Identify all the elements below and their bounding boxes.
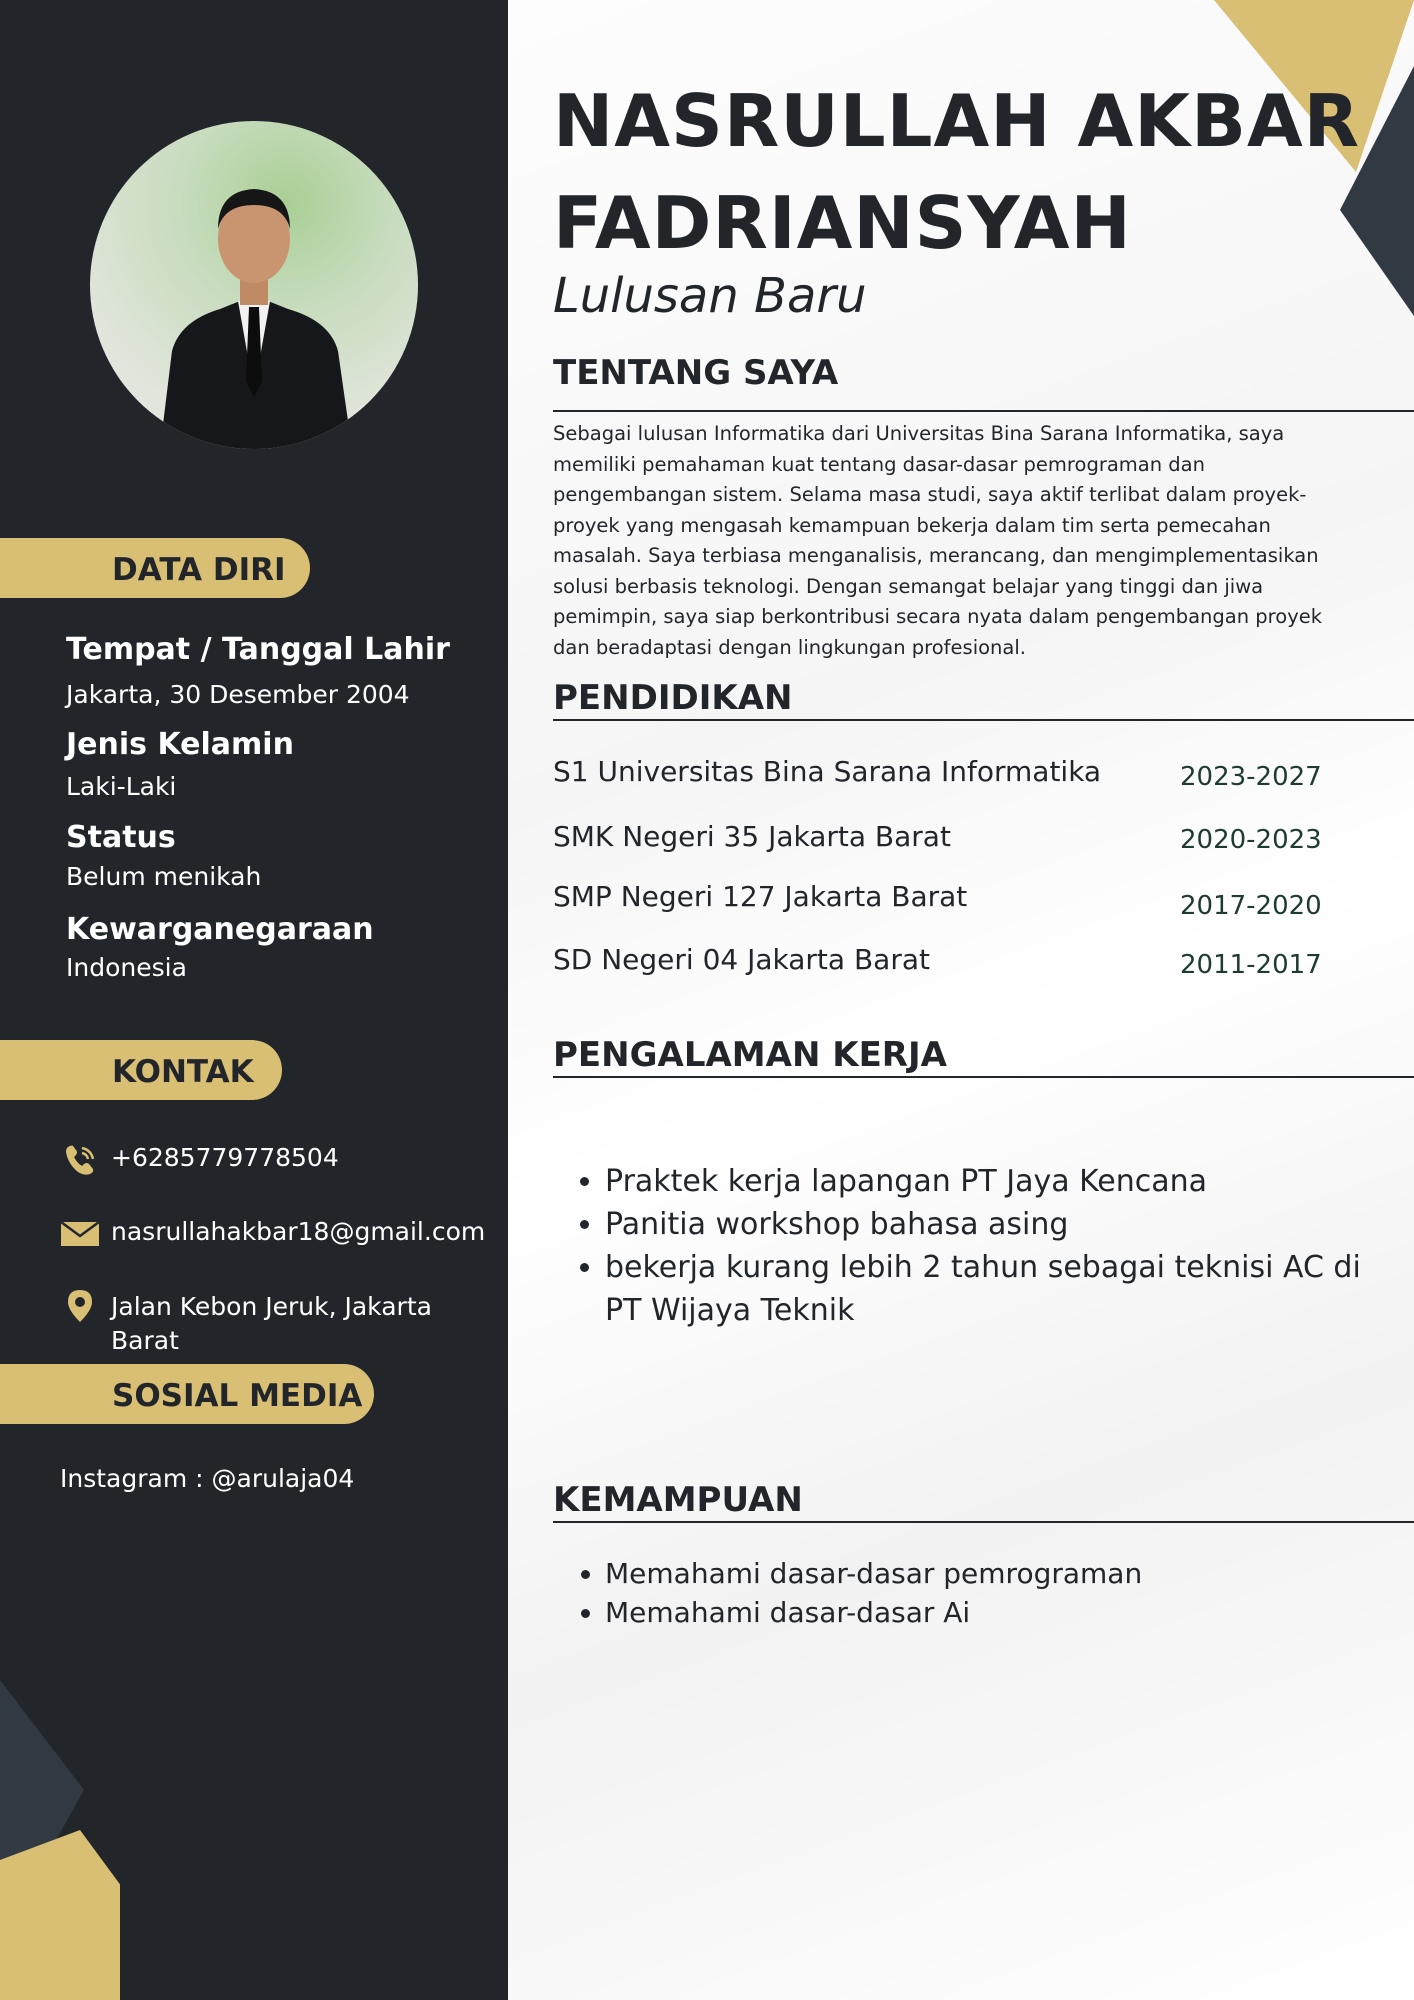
phone-number[interactable]: +6285779778504 <box>111 1143 339 1172</box>
sidebar <box>0 0 508 2000</box>
kontak-pill <box>0 1040 282 1100</box>
education-years-1: 2023-2027 <box>1180 762 1322 792</box>
education-school-1: S1 Universitas Bina Sarana Informatika <box>553 755 1102 788</box>
kontak-heading: KONTAK <box>112 1054 254 1090</box>
location-icon <box>62 1288 98 1324</box>
status-value: Belum menikah <box>66 862 262 891</box>
skills-divider <box>553 1521 1414 1523</box>
email-address[interactable]: nasrullahakbar18@gmail.com <box>111 1217 486 1246</box>
phone-icon <box>62 1142 98 1178</box>
gender-value: Laki-Laki <box>66 772 177 801</box>
experience-item: • bekerja kurang lebih 2 tahun sebagai teknisi AC di PT Wijaya Teknik <box>605 1246 1405 1332</box>
sosial-media-heading: SOSIAL MEDIA <box>112 1378 363 1414</box>
status-label: Status <box>66 820 176 855</box>
about-divider <box>553 410 1414 412</box>
address-line-2: Barat <box>111 1326 179 1355</box>
citizenship-label: Kewarganegaraan <box>66 912 374 947</box>
job-title: Lulusan Baru <box>553 268 867 324</box>
about-text: Sebagai lulusan Informatika dari Universitas Bina Sarana Informatika, saya memiliki pemahaman kuat tentang dasar-dasar pemrograman dan pengembangan sistem. Selama masa studi, saya aktif terlibat dalam proyek-proyek yang mengasah kemampuan bekerja dalam tim serta pemecahan masalah. Saya terbiasa menganalisis, merancang, dan mengimplementasikan solusi berbasis teknologi. Dengan semangat belajar yang tinggi dan jiwa pemimpin, saya siap berkontribusi secara nyata dalam pengembangan proyek dan beradaptasi dengan lingkungan profesional. <box>553 422 1323 659</box>
instagram-handle[interactable]: Instagram : @arulaja04 <box>60 1464 355 1493</box>
data-diri-pill <box>0 538 310 598</box>
citizenship-value: Indonesia <box>66 953 187 982</box>
address <box>111 1290 432 1358</box>
sosial-media-pill <box>0 1364 374 1424</box>
skill-item: • Memahami dasar-dasar Ai <box>605 1593 1405 1632</box>
education-school-4: SD Negeri 04 Jakarta Barat <box>553 943 930 976</box>
profile-photo <box>90 121 418 449</box>
education-heading: PENDIDIKAN <box>553 678 793 718</box>
data-diri-heading: DATA DIRI <box>112 552 286 588</box>
email-icon <box>60 1216 100 1252</box>
education-school-3: SMP Negeri 127 Jakarta Barat <box>553 880 968 913</box>
education-years-2: 2020-2023 <box>1180 825 1322 855</box>
address-line-1: Jalan Kebon Jeruk, Jakarta <box>111 1292 432 1321</box>
experience-heading: PENGALAMAN KERJA <box>553 1035 947 1075</box>
full-name <box>553 70 1360 274</box>
person-silhouette <box>90 121 418 449</box>
experience-list <box>553 1160 1405 1332</box>
birth-value: Jakarta, 30 Desember 2004 <box>66 680 410 709</box>
education-years-3: 2017-2020 <box>1180 891 1322 921</box>
name-line-2: FADRIANSYAH <box>553 181 1132 265</box>
skill-item: • Memahami dasar-dasar pemrograman <box>605 1554 1405 1593</box>
education-years-4: 2011-2017 <box>1180 950 1322 980</box>
skills-heading: KEMAMPUAN <box>553 1480 803 1520</box>
skills-list <box>553 1554 1405 1632</box>
birth-label: Tempat / Tanggal Lahir <box>66 632 450 667</box>
education-divider <box>553 719 1414 721</box>
experience-divider <box>553 1076 1414 1078</box>
name-line-1: NASRULLAH AKBAR <box>553 79 1361 163</box>
gender-label: Jenis Kelamin <box>66 727 294 762</box>
about-heading: TENTANG SAYA <box>553 353 839 393</box>
experience-item: • Praktek kerja lapangan PT Jaya Kencana <box>605 1160 1405 1203</box>
sidebar-corner-decoration <box>0 1680 120 2000</box>
education-school-2: SMK Negeri 35 Jakarta Barat <box>553 820 951 853</box>
experience-item: • Panitia workshop bahasa asing <box>605 1203 1405 1246</box>
